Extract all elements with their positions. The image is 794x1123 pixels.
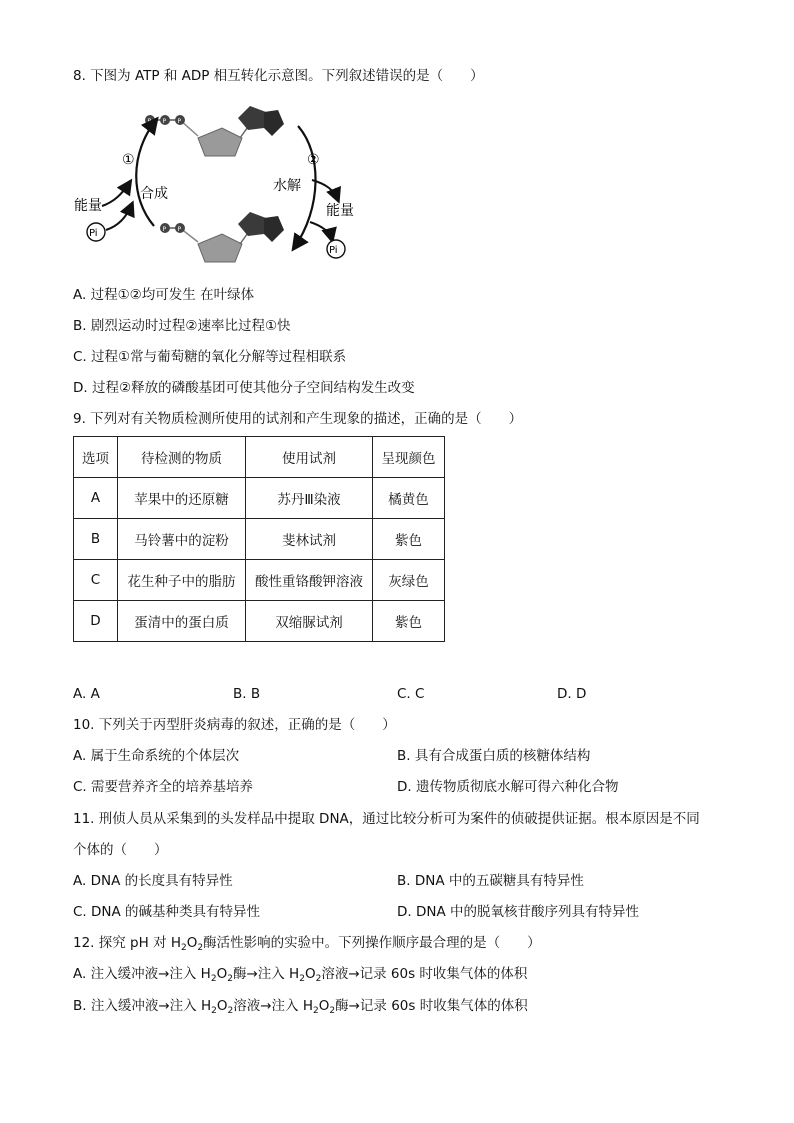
q10-option-d: D. 遗传物质彻底水解可得六种化合物 bbox=[397, 779, 619, 795]
svg-text:①: ① bbox=[122, 152, 135, 168]
table-row bbox=[74, 601, 445, 642]
table-header: 使用试剂 bbox=[246, 437, 373, 478]
svg-text:P: P bbox=[162, 118, 167, 125]
question-9-stem: 9. 下列对有关物质检测所使用的试剂和产生现象的描述，正确的是（ ） bbox=[73, 411, 523, 427]
table-cell: 酸性重铬酸钾溶液 bbox=[246, 560, 373, 601]
table-header: 呈现颜色 bbox=[373, 437, 445, 478]
table-header: 选项 bbox=[74, 437, 118, 478]
table-cell: 苏丹Ⅲ染液 bbox=[246, 478, 373, 519]
svg-text:Pi: Pi bbox=[89, 228, 98, 239]
q11-option-a: A. DNA 的长度具有特异性 bbox=[73, 873, 233, 889]
table-cell: 双缩脲试剂 bbox=[246, 601, 373, 642]
table-cell: 紫色 bbox=[373, 601, 445, 642]
q11-option-c: C. DNA 的碱基种类具有特异性 bbox=[73, 904, 261, 920]
q11-option-d: D. DNA 中的脱氧核苷酸序列具有特异性 bbox=[397, 904, 639, 920]
svg-text:能量: 能量 bbox=[326, 203, 354, 219]
table-row bbox=[74, 560, 445, 601]
svg-text:②: ② bbox=[307, 152, 320, 168]
q9-option-c: C. C bbox=[397, 686, 425, 702]
q8-option-c: C. 过程①常与葡萄糖的氧化分解等过程相联系 bbox=[73, 349, 347, 365]
q8-option-a: A. 过程①②均可发生 在叶绿体 bbox=[73, 287, 255, 303]
reagent-table bbox=[73, 436, 445, 642]
question-11-stem-line2: 个体的（ ） bbox=[73, 842, 168, 858]
svg-text:Pi: Pi bbox=[329, 245, 338, 256]
svg-text:合成: 合成 bbox=[140, 186, 168, 202]
svg-text:P: P bbox=[177, 118, 182, 125]
table-cell: 苹果中的还原糖 bbox=[118, 478, 246, 519]
q12-option-b: B. 注入缓冲液→注入 $H_2O_2$溶液→注入 $H_2O_2$酶→记录 60s 时收集气体的体积 bbox=[73, 998, 528, 1016]
table-cell: 橘黄色 bbox=[373, 478, 445, 519]
table-cell: C bbox=[74, 560, 118, 601]
q8-option-d: D. 过程②释放的磷酸基团可使其他分子空间结构发生改变 bbox=[73, 380, 415, 396]
q9-option-a: A. A bbox=[73, 686, 100, 702]
atp-molecule-icon bbox=[145, 106, 284, 156]
table-cell: 花生种子中的脂肪 bbox=[118, 560, 246, 601]
table-cell: A bbox=[74, 478, 118, 519]
svg-text:水解: 水解 bbox=[273, 178, 301, 194]
q8-option-b: B. 剧烈运动时过程②速率比过程①快 bbox=[73, 318, 291, 334]
svg-text:P: P bbox=[177, 226, 182, 233]
svg-text:能量: 能量 bbox=[74, 198, 102, 214]
q10-option-b: B. 具有合成蛋白质的核糖体结构 bbox=[397, 748, 591, 764]
adp-molecule-icon bbox=[160, 212, 284, 262]
table-row bbox=[74, 519, 445, 560]
q11-option-b: B. DNA 中的五碳糖具有特异性 bbox=[397, 873, 584, 889]
table-header: 待检测的物质 bbox=[118, 437, 246, 478]
table-cell: B bbox=[74, 519, 118, 560]
question-11-stem-line1: 11. 刑侦人员从采集到的头发样品中提取 DNA，通过比较分析可为案件的侦破提供证据。根本原因是不同 bbox=[73, 811, 700, 827]
svg-text:P: P bbox=[147, 118, 152, 125]
table-row bbox=[74, 478, 445, 519]
question-12-stem: 12. 探究 pH 对 $H_2O_2$酶活性影响的实验中。下列操作顺序最合理的是（ ） bbox=[73, 935, 541, 953]
q9-option-b: B. B bbox=[233, 686, 261, 702]
atp-adp-conversion-diagram bbox=[70, 98, 370, 270]
table-cell: 斐林试剂 bbox=[246, 519, 373, 560]
question-10-stem: 10. 下列关于丙型肝炎病毒的叙述，正确的是（ ） bbox=[73, 717, 396, 733]
table-cell: D bbox=[74, 601, 118, 642]
table-cell: 蛋清中的蛋白质 bbox=[118, 601, 246, 642]
table-header-row bbox=[74, 437, 445, 478]
q12-option-a: A. 注入缓冲液→注入 $H_2O_2$酶→注入 $H_2O_2$溶液→记录 60s 时收集气体的体积 bbox=[73, 966, 528, 984]
table-cell: 马铃薯中的淀粉 bbox=[118, 519, 246, 560]
q10-option-a: A. 属于生命系统的个体层次 bbox=[73, 748, 240, 764]
q10-option-c: C. 需要营养齐全的培养基培养 bbox=[73, 779, 254, 795]
question-8-stem: 8. 下图为 ATP 和 ADP 相互转化示意图。下列叙述错误的是（ ） bbox=[73, 68, 484, 84]
table-cell: 紫色 bbox=[373, 519, 445, 560]
table-cell: 灰绿色 bbox=[373, 560, 445, 601]
q9-option-d: D. D bbox=[557, 686, 587, 702]
synthesis-arrow bbox=[136, 120, 156, 226]
svg-text:P: P bbox=[162, 226, 167, 233]
